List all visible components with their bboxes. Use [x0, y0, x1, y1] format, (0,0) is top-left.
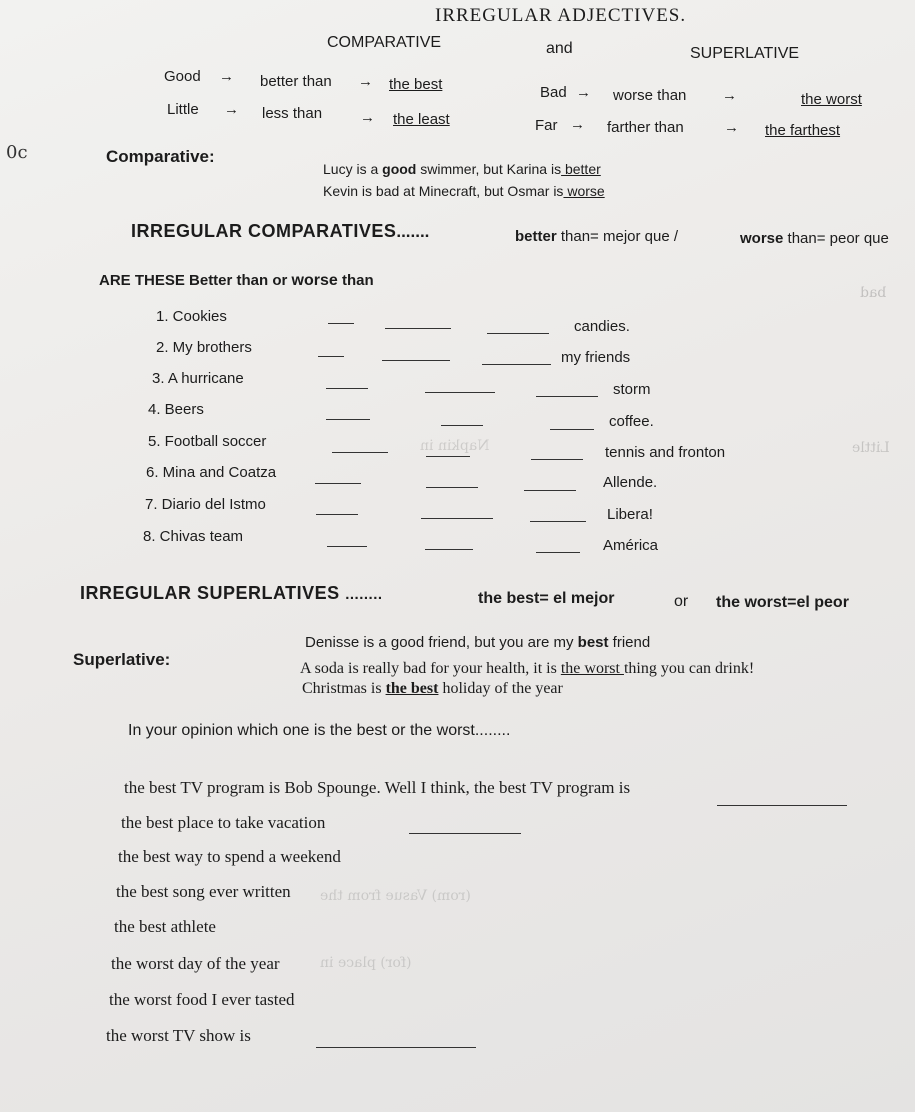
answer-blank[interactable]: [326, 388, 368, 389]
sentence-text: thing you can drink!: [623, 660, 755, 677]
superlative-sentence-3: [302, 680, 563, 698]
comparative-translation-worse: [740, 230, 889, 247]
exercise-item-left: 6. Mina and Coatza: [146, 464, 277, 481]
answer-blank[interactable]: [441, 425, 483, 426]
answer-blank[interactable]: [426, 456, 470, 457]
sentence-text: holiday of the year: [438, 680, 563, 697]
dots: ........: [345, 586, 383, 603]
sentence-answer: the worst: [560, 660, 624, 677]
prompt-text: ARE THESE Better than or: [99, 272, 292, 289]
exercise-item-right: tennis and fronton: [605, 444, 726, 461]
opinion-question: In your opinion which one is the best or the worst........: [128, 722, 511, 739]
form-base: Good: [164, 68, 201, 85]
form-base: Far: [535, 117, 558, 134]
exercise-item-right: storm: [613, 381, 651, 398]
exercise-item-left: 4. Beers: [148, 401, 204, 418]
superlative-label: Superlative:: [73, 650, 171, 669]
sentence-text: Lucy is a: [323, 161, 383, 177]
arrow-icon: →: [722, 87, 737, 104]
or-label: or: [674, 593, 689, 610]
answer-blank[interactable]: [531, 459, 583, 460]
arrow-icon: →: [358, 73, 373, 90]
answer-blank[interactable]: [382, 360, 450, 361]
answer-blank[interactable]: [328, 323, 354, 324]
exercise-prompt: [99, 272, 374, 290]
answer-blank[interactable]: [487, 333, 549, 334]
superlative-sentence-1: [305, 634, 650, 651]
form-superlative: the farthest: [765, 122, 841, 139]
exercise-item-right: coffee.: [609, 413, 654, 430]
opinion-item: the worst TV show is: [106, 1026, 251, 1045]
answer-blank[interactable]: [536, 552, 580, 553]
showthrough-text: bad: [860, 285, 887, 301]
opinion-item: the best song ever written: [116, 882, 291, 901]
irregular-superlatives-line: [80, 583, 383, 604]
sentence-text: friend: [608, 634, 651, 651]
answer-blank[interactable]: [318, 356, 344, 357]
sentence-text: Denisse is a good friend, but you are my: [305, 634, 578, 651]
keyword: worse: [740, 230, 784, 247]
exercise-item-right: candies.: [574, 318, 630, 335]
exercise-item-left: 5. Football soccer: [148, 433, 267, 450]
superlative-translation-best: the best= el mejor: [478, 590, 615, 607]
arrow-icon: →: [724, 119, 739, 136]
form-comparative: worse than: [613, 87, 687, 104]
comparative-label: Comparative:: [106, 147, 215, 166]
arrow-icon: →: [224, 101, 239, 118]
opinion-item: the best athlete: [114, 917, 216, 936]
exercise-item-left: 1. Cookies: [156, 308, 227, 325]
form-base: Bad: [540, 84, 567, 101]
superlative-header: SUPERLATIVE: [690, 45, 800, 62]
irregular-comparatives-line: [131, 221, 429, 242]
exercise-item-left: 7. Diario del Istmo: [145, 496, 266, 513]
and-label: and: [546, 40, 573, 57]
sentence-text: Christmas is: [302, 680, 386, 697]
superlative-translation-worst: the worst=el peor: [716, 594, 849, 611]
margin-handwriting: 0c: [6, 142, 28, 163]
comparative-header: COMPARATIVE: [327, 34, 442, 51]
opinion-item: the worst day of the year: [111, 954, 280, 973]
answer-blank[interactable]: [482, 364, 551, 365]
answer-blank[interactable]: [316, 514, 358, 515]
form-superlative: the best: [389, 76, 443, 93]
translation: than= mejor que /: [556, 228, 679, 245]
opinion-item: the best way to spend a weekend: [118, 847, 341, 866]
sentence-bold: best: [577, 634, 609, 651]
exercise-item-left: 8. Chivas team: [143, 528, 244, 545]
sentence-answer: better: [561, 161, 601, 177]
translation: than= peor que: [783, 230, 889, 247]
form-superlative: the worst: [801, 91, 862, 108]
answer-blank[interactable]: [409, 833, 521, 834]
answer-blank[interactable]: [425, 392, 495, 393]
arrow-icon: →: [576, 84, 591, 101]
opinion-item: the best place to take vacation: [121, 813, 326, 832]
sentence-text: Kevin is bad at Minecraft, but Osmar is: [323, 183, 564, 199]
answer-blank[interactable]: [385, 328, 451, 329]
prompt-word: worse: [291, 272, 338, 289]
sentence-text: A soda is really bad for your health, it is: [300, 660, 561, 677]
keyword: better: [515, 228, 557, 245]
answer-blank[interactable]: [332, 452, 388, 453]
sentence-answer: the best: [385, 680, 439, 697]
sentence-bold: good: [382, 161, 417, 177]
exercise-item-right: Allende.: [603, 474, 658, 491]
answer-blank[interactable]: [530, 521, 586, 522]
answer-blank[interactable]: [326, 419, 370, 420]
answer-blank[interactable]: [315, 483, 361, 484]
answer-blank[interactable]: [717, 805, 847, 806]
comparative-sentence-1: [323, 161, 601, 177]
comparative-sentence-2: [323, 183, 605, 199]
form-comparative: farther than: [607, 119, 684, 136]
opinion-item: the worst food I ever tasted: [109, 990, 295, 1009]
arrow-icon: →: [360, 109, 375, 126]
prompt-text: than: [337, 272, 374, 289]
showthrough-text: (rom) Vasue from the: [320, 888, 471, 904]
arrow-icon: →: [570, 116, 585, 133]
arrow-icon: →: [219, 68, 234, 85]
answer-blank[interactable]: [550, 429, 594, 430]
answer-blank[interactable]: [316, 1047, 476, 1048]
answer-blank[interactable]: [536, 396, 598, 397]
form-base: Little: [167, 101, 199, 118]
section-heading: IRREGULAR COMPARATIVES: [131, 221, 397, 241]
exercise-item-left: 2. My brothers: [156, 339, 252, 356]
opinion-example: the best TV program is Bob Spounge. Well I think, the best TV program is: [124, 778, 631, 797]
comparative-translation-better: [515, 228, 678, 245]
form-comparative: better than: [260, 73, 332, 90]
exercise-item-left: 3. A hurricane: [152, 370, 244, 387]
form-superlative: the least: [393, 111, 450, 128]
exercise-item-right: América: [603, 537, 659, 554]
superlative-sentence-2: [300, 660, 754, 678]
dots: .......: [396, 222, 430, 241]
sentence-answer: worse: [563, 183, 605, 199]
answer-blank[interactable]: [421, 518, 493, 519]
answer-blank[interactable]: [327, 546, 367, 547]
form-comparative: less than: [262, 105, 323, 122]
exercise-item-right: Libera!: [607, 506, 653, 523]
answer-blank[interactable]: [425, 549, 473, 550]
answer-blank[interactable]: [524, 490, 576, 491]
exercise-item-right: my friends: [561, 349, 631, 366]
section-heading: IRREGULAR SUPERLATIVES: [80, 583, 340, 603]
answer-blank[interactable]: [426, 487, 478, 488]
showthrough-text: Napkin in: [420, 438, 490, 454]
showthrough-text: (for) place in: [320, 955, 412, 971]
page-title: IRREGULAR ADJECTIVES.: [435, 5, 687, 26]
showthrough-text: Little: [852, 440, 890, 456]
sentence-text: swimmer, but Karina is: [416, 161, 562, 177]
